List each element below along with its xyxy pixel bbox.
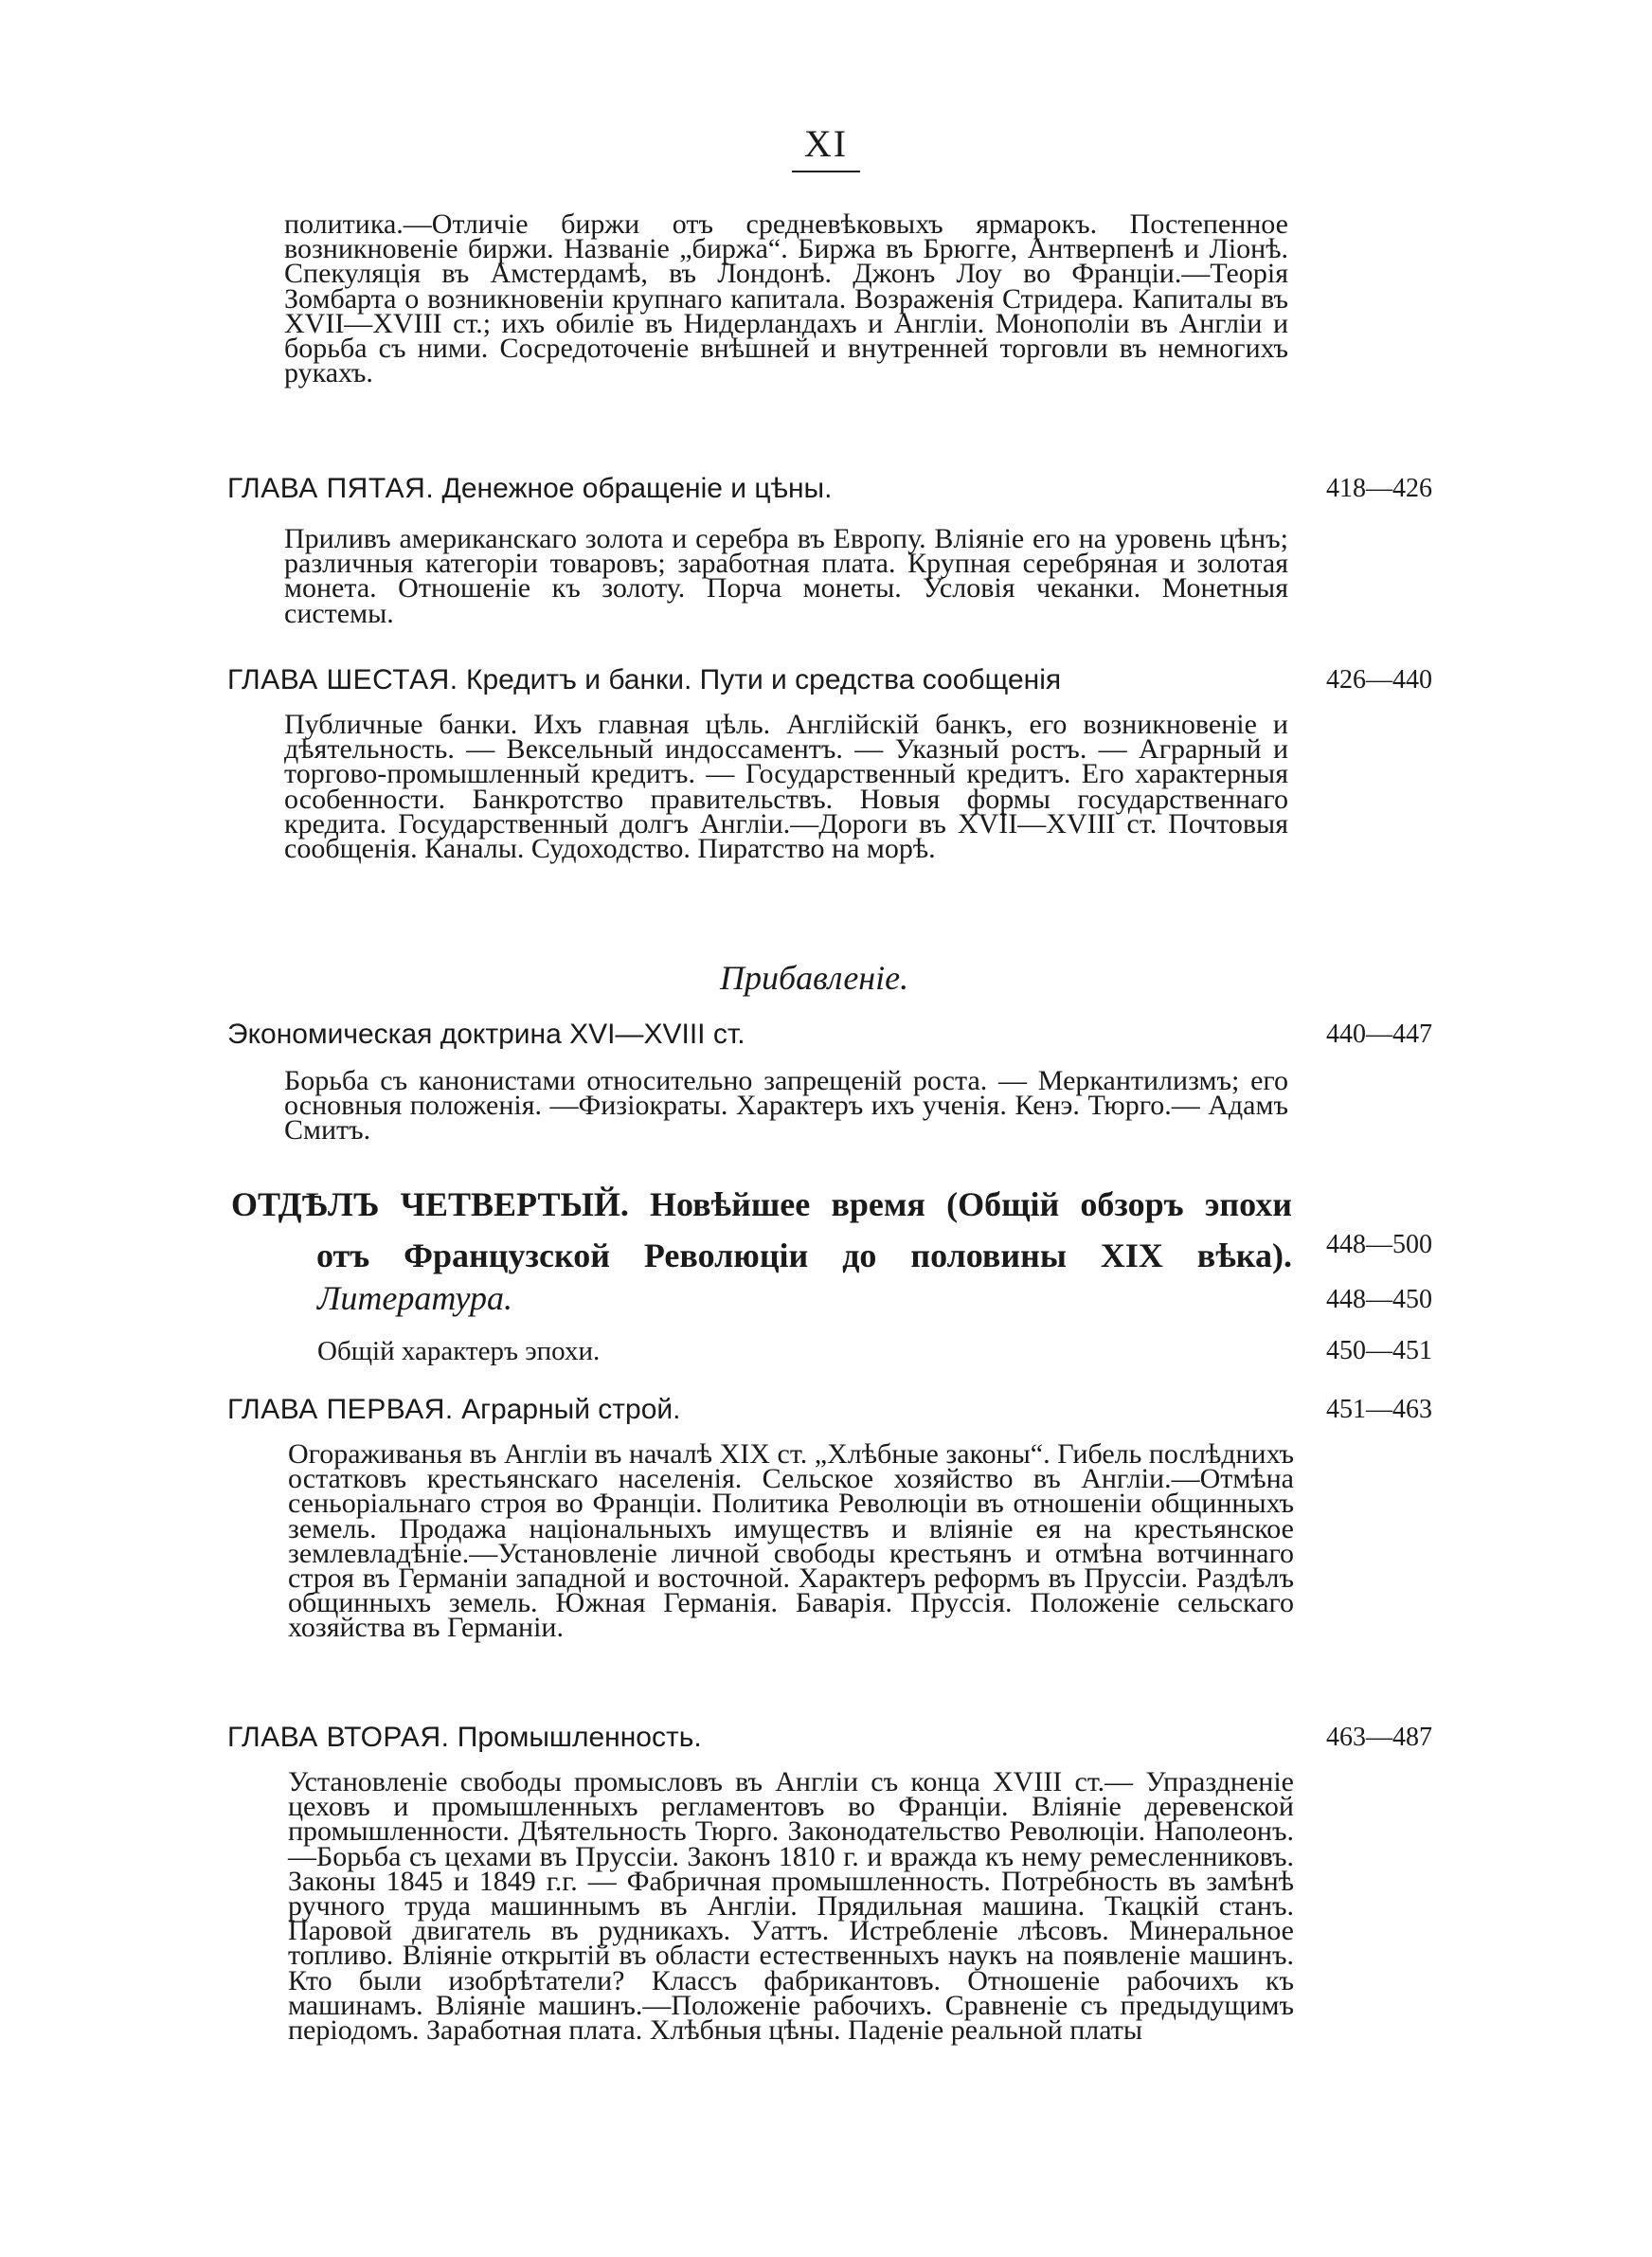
chapter-6-title: Кредитъ и банки. Пути и средства сообщенія [465, 664, 1062, 695]
literature-label: Литература. [317, 1279, 512, 1317]
chapter-5-summary: Приливъ американскаго золота и серебра въ Европу. Вліяніе его на уровень цѣнъ; различныя категоріи товаровъ; заработная плата. Крупная серебряная и золотая монета. Отношеніе къ золоту. Порча монеты. Условія чеканки. Монетныя системы. [284, 523, 1288, 629]
intro-paragraph: политика.—Отличіе биржи отъ средневѣковыхъ ярмарокъ. Постепенное возникновеніе биржи. Названіе „биржа“. Биржа въ Брюгге, Антверпенѣ и Ліонѣ. Спекуляція въ Амстердамѣ, въ Лондонѣ. Джонъ Лоу во Франціи.—Теорія Зомбарта о возникновеніи крупнаго капитала. Возраженія Стридера. Капиталы въ XVII—XVIII ст.; ихъ обиліе въ Нидерландахъ и Англіи. Монополіи въ Англіи и борьба съ ними. Сосредоточеніе внѣшней и внутренней торговли въ немногихъ рукахъ. [284, 208, 1288, 389]
chapter-2-heading [227, 1721, 1430, 1755]
chapter-1-title: Аграрный строй. [461, 1394, 681, 1425]
section-4-pages: 448—500 [1326, 1230, 1432, 1259]
chapter-2-label: ГЛАВА ВТОРАЯ. [227, 1722, 450, 1753]
appendix-heading: Прибавленіе. [720, 959, 909, 997]
chapter-2-pages: 463—487 [1326, 1723, 1432, 1752]
appendix-title: Экономическая доктрина XVI—XVIII ст. [227, 1019, 745, 1050]
overview-pages: 450—451 [1326, 1336, 1432, 1365]
page-number: XI [803, 122, 849, 165]
chapter-6-heading [227, 663, 1430, 697]
chapter-2-summary: Установленіе свободы промысловъ въ Англіи съ конца XVIII ст.— Упраздненіе цеховъ и промышленныхъ регламентовъ во Франціи. Вліяніе деревенской промышленности. Дѣятельность Тюрго. Законодательство Революціи. Наполеонъ.—Борьба съ цехами въ Пруссіи. Законъ 1810 г. и вражда къ нему ремесленниковъ. Законы 1845 и 1849 г.г. — Фабричная промышленность. Потребность въ замѣнѣ ручного труда машиннымъ въ Англіи. Прядильная машина. Ткацкій станъ. Паровой двигатель въ рудникахъ. Уаттъ. Истребленіе лѣсовъ. Минеральное топливо. Вліяніе открытій въ области естественныхъ наукъ на появленіе машинъ. Кто были изобрѣтатели? Классъ фабрикантовъ. Отношеніе рабочихъ къ машинамъ. Вліяніе машинъ.—Положеніе рабочихъ. Сравненіе съ предыдущимъ періодомъ. Заработная плата. Хлѣбныя цѣны. Паденіе реальной платы [288, 1766, 1294, 2047]
section-4-heading [231, 1179, 1292, 1281]
chapter-1-label: ГЛАВА ПЕРВАЯ. [227, 1394, 454, 1425]
chapter-5-heading [227, 472, 1430, 506]
appendix-pages: 440—447 [1326, 1020, 1432, 1049]
chapter-2-title: Промышленность. [457, 1722, 702, 1753]
chapter-6-label: ГЛАВА ШЕСТАЯ. [227, 664, 458, 695]
section-4-heading-line-2: отъ Французской Революціи до половины XIX вѣка). [316, 1237, 1292, 1274]
chapter-1-summary: Огораживанья въ Англіи въ началѣ XIX ст. „Хлѣбные законы“. Гибель послѣднихъ остатковъ крестьянскаго населенія. Сельское хозяйство въ Англіи.—Отмѣна сеньоріальнаго строя во Франціи. Политика Революціи въ отношеніи общинныхъ земель. Продажа національныхъ имуществъ и вліяніе ея на крестьянское землевладѣніе.—Установленіе личной свободы крестьянъ и отмѣна вотчиннаго строя въ Германіи западной и восточной. Характеръ реформъ въ Пруссіи. Раздѣлъ общинныхъ земель. Южная Германія. Баварія. Пруссія. Положеніе сельскаго хозяйства въ Германіи. [288, 1438, 1294, 1644]
literature-pages: 448—450 [1326, 1285, 1432, 1314]
section-4-heading-line-1: ОТДѢЛЪ ЧЕТВЕРТЫЙ. Новѣйшее время (Общій обзоръ эпохи [231, 1185, 1292, 1223]
chapter-5-title: Денежное обращеніе и цѣны. [441, 473, 833, 504]
appendix-summary: Борьба съ канонистами относительно запрещеній роста. — Меркантилизмъ; его основныя положенія. —Физіократы. Характеръ ихъ ученія. Кенэ. Тюрго.— Адамъ Смитъ. [284, 1065, 1288, 1147]
overview-label: Общій характеръ эпохи. [317, 1336, 601, 1366]
chapter-6-pages: 426—440 [1326, 665, 1432, 695]
chapter-6-summary: Публичные банки. Ихъ главная цѣль. Англійскій банкъ, его возникновеніе и дѣятельность. — Вексельный индоссаментъ. — Указный ростъ. — Аграрный и торгово-промышленный кредитъ. — Государственный кредитъ. Его характерныя особенности. Банкротство правительствъ. Новыя формы государственнаго кредита. Государственный долгъ Англіи.—Дороги въ XVII—XVIII ст. Почтовыя сообщенія. Каналы. Судоходство. Пиратство на морѣ. [284, 709, 1288, 865]
chapter-1-pages: 451—463 [1326, 1395, 1432, 1424]
chapter-5-pages: 418—426 [1326, 474, 1432, 503]
page-number-rule [792, 171, 860, 172]
chapter-5-label: ГЛАВА ПЯТАЯ. [227, 473, 435, 504]
chapter-1-heading [227, 1393, 1430, 1427]
